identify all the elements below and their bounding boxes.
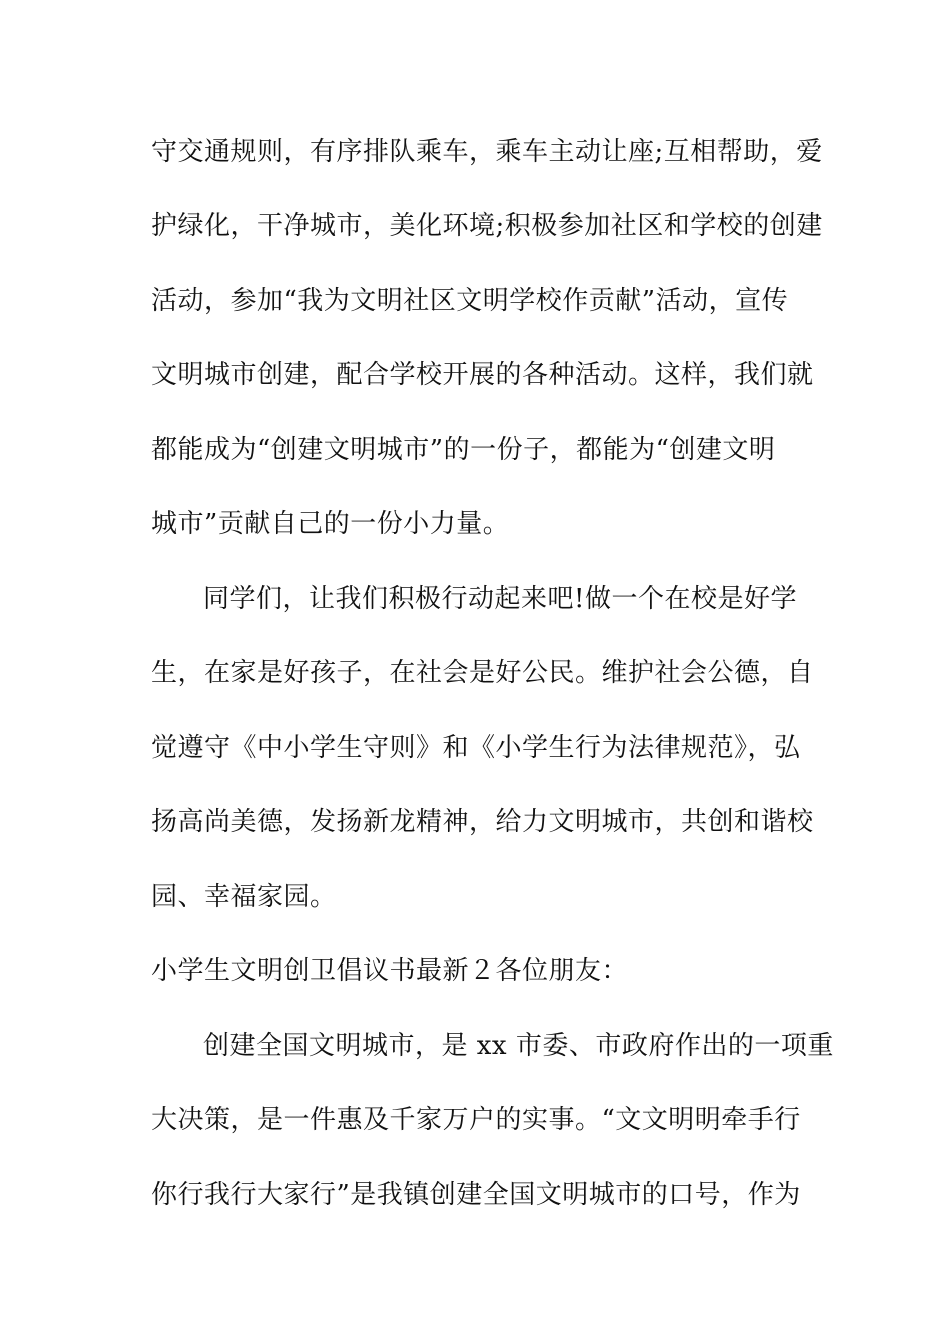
text-line: 护绿化，干净城市，美化环境;积极参加社区和学校的创建 — [151, 211, 823, 241]
section-heading: 小学生文明创卫倡议书最新２各位朋友： — [151, 956, 629, 986]
text-line: 文明城市创建，配合学校开展的各种活动。这样，我们就 — [151, 360, 814, 390]
paragraph-first-line: 同学们，让我们积极行动起来吧!做一个在校是好学 — [203, 584, 797, 614]
text-line: 觉遵守《中小学生守则》和《小学生行为法律规范》，弘 — [151, 733, 801, 763]
text-line: 大决策，是一件惠及千家万户的实事。“文文明明牵手行 — [151, 1105, 801, 1135]
text-line: 扬高尚美德，发扬新龙精神，给力文明城市，共创和谐校 — [151, 807, 814, 837]
text-line: 都能成为“创建文明城市”的一份子，都能为“创建文明 — [151, 435, 776, 465]
text-line: 园、幸福家园。 — [151, 882, 337, 912]
text-line: 生，在家是好孩子，在社会是好公民。维护社会公德，自 — [151, 658, 814, 688]
text-line: 守交通规则，有序排队乘车，乘车主动让座;互相帮助，爱 — [151, 137, 823, 167]
text-line: 活动，参加“我为文明社区文明学校作贡献”活动，宣传 — [151, 286, 789, 316]
text-line: 你行我行大家行”是我镇创建全国文明城市的口号，作为 — [151, 1180, 801, 1210]
paragraph-first-line: 创建全国文明城市，是 xx 市委、市政府作出的一项重 — [203, 1031, 834, 1061]
text-line: 城市”贡献自己的一份小力量。 — [151, 509, 510, 539]
